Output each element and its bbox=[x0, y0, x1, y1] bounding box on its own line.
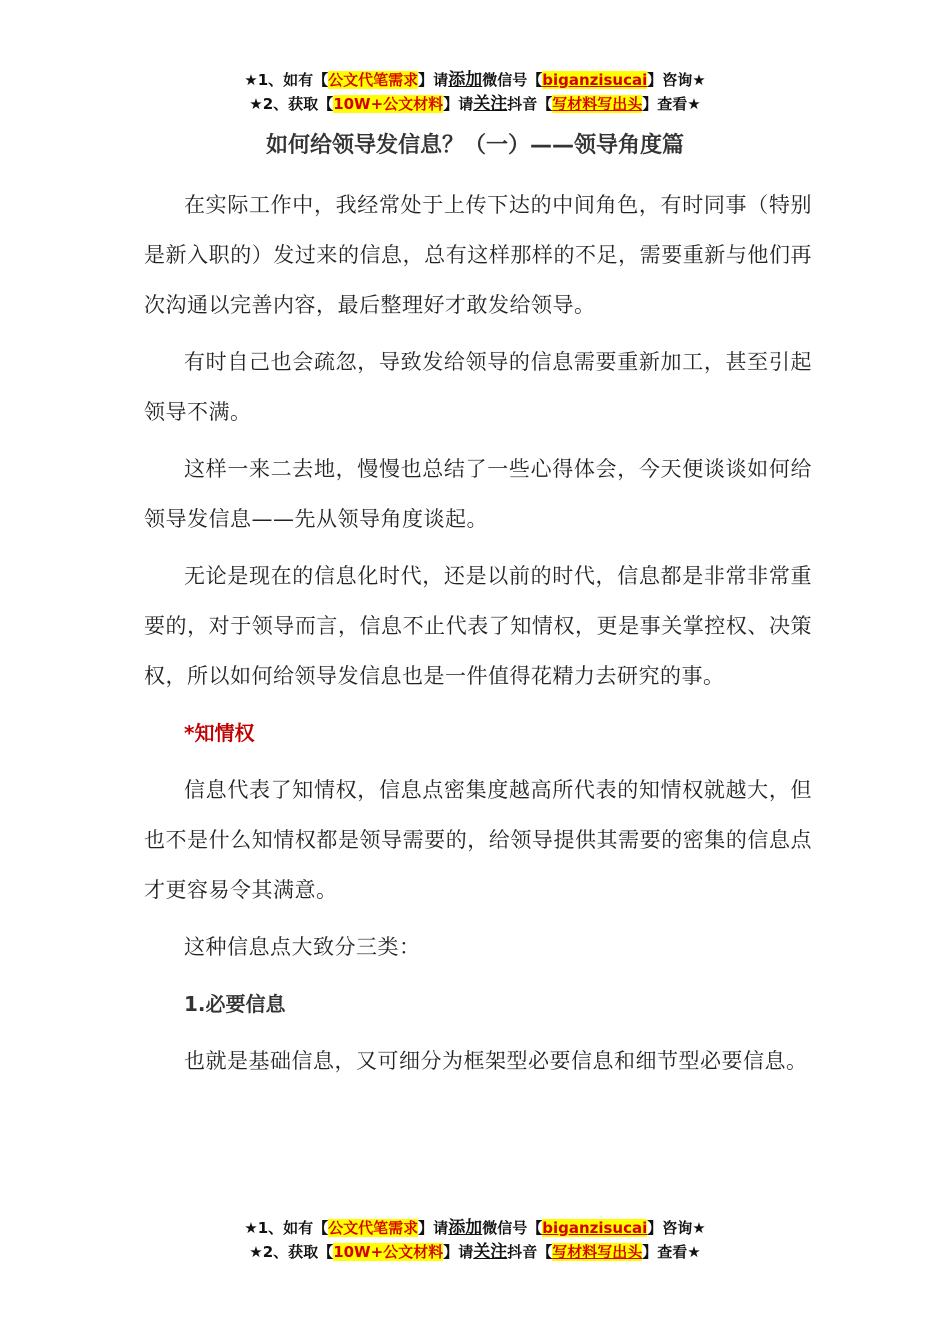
banner-emphasis: 关注 bbox=[473, 1242, 508, 1262]
highlight-materials: 10W+公文材料 bbox=[333, 95, 444, 113]
wechat-id: biganzisucai bbox=[542, 71, 648, 89]
banner-emphasis: 关注 bbox=[473, 94, 508, 114]
banner-text: 抖音【 bbox=[507, 95, 553, 113]
wechat-id: biganzisucai bbox=[542, 1219, 648, 1237]
banner-text: 】请 bbox=[418, 1219, 449, 1237]
banner-text: ★1、如有【 bbox=[244, 71, 329, 89]
paragraph: 这样一来二去地，慢慢也总结了一些心得体会，今天便谈谈如何给领导发信息——先从领导角度谈起。 bbox=[144, 457, 812, 531]
douyin-id: 写材料写出头 bbox=[552, 1243, 643, 1261]
banner-text: 抖音【 bbox=[507, 1243, 553, 1261]
document-body bbox=[144, 180, 812, 1086]
banner-text: 微信号【 bbox=[482, 71, 543, 89]
banner-line-2 bbox=[0, 92, 950, 116]
footer-banner bbox=[0, 1216, 950, 1264]
paragraph: 在实际工作中，我经常处于上传下达的中间角色，有时同事（特别是新入职的）发过来的信息，总有这样那样的不足，需要重新与他们再次沟通以完善内容，最后整理好才敢发给领导。 bbox=[144, 193, 812, 317]
banner-text: 】请 bbox=[443, 1243, 474, 1261]
banner-text: 微信号【 bbox=[482, 1219, 543, 1237]
paragraph: 信息代表了知情权，信息点密集度越高所代表的知情权就越大，但也不是什么知情权都是领导需要的，给领导提供其需要的密集的信息点才更容易令其满意。 bbox=[144, 778, 812, 902]
page-title: 如何给领导发信息？（一）——领导角度篇 bbox=[265, 133, 684, 158]
paragraph: 这种信息点大致分三类： bbox=[184, 935, 421, 959]
douyin-id: 写材料写出头 bbox=[552, 95, 643, 113]
paragraph: 有时自己也会疏忽，导致发给领导的信息需要重新加工，甚至引起领导不满。 bbox=[144, 350, 812, 424]
banner-text: 】咨询★ bbox=[647, 71, 706, 89]
highlight-need: 公文代笔需求 bbox=[328, 1219, 419, 1237]
banner-text: ★2、获取【 bbox=[249, 1243, 334, 1261]
section-heading: *知情权 bbox=[184, 721, 255, 745]
subsection-heading: 1.必要信息 bbox=[184, 992, 286, 1016]
highlight-need: 公文代笔需求 bbox=[328, 71, 419, 89]
banner-text: ★2、获取【 bbox=[249, 95, 334, 113]
banner-text: ★1、如有【 bbox=[244, 1219, 329, 1237]
banner-line-1 bbox=[0, 68, 950, 92]
banner-emphasis: 添加 bbox=[448, 1218, 483, 1238]
banner-line-1 bbox=[0, 1216, 950, 1240]
highlight-materials: 10W+公文材料 bbox=[333, 1243, 444, 1261]
banner-text: 】查看★ bbox=[642, 1243, 701, 1261]
paragraph: 无论是现在的信息化时代，还是以前的时代，信息都是非常非常重要的，对于领导而言，信息不止代表了知情权，更是事关掌控权、决策权，所以如何给领导发信息也是一件值得花精力去研究的事。 bbox=[144, 564, 812, 688]
banner-line-2 bbox=[0, 1240, 950, 1264]
banner-text: 】请 bbox=[443, 95, 474, 113]
banner-text: 】请 bbox=[418, 71, 449, 89]
header-banner bbox=[0, 68, 950, 116]
banner-emphasis: 添加 bbox=[448, 70, 483, 90]
banner-text: 】查看★ bbox=[642, 95, 701, 113]
paragraph: 也就是基础信息，又可细分为框架型必要信息和细节型必要信息。 bbox=[184, 1049, 808, 1073]
banner-text: 】咨询★ bbox=[647, 1219, 706, 1237]
